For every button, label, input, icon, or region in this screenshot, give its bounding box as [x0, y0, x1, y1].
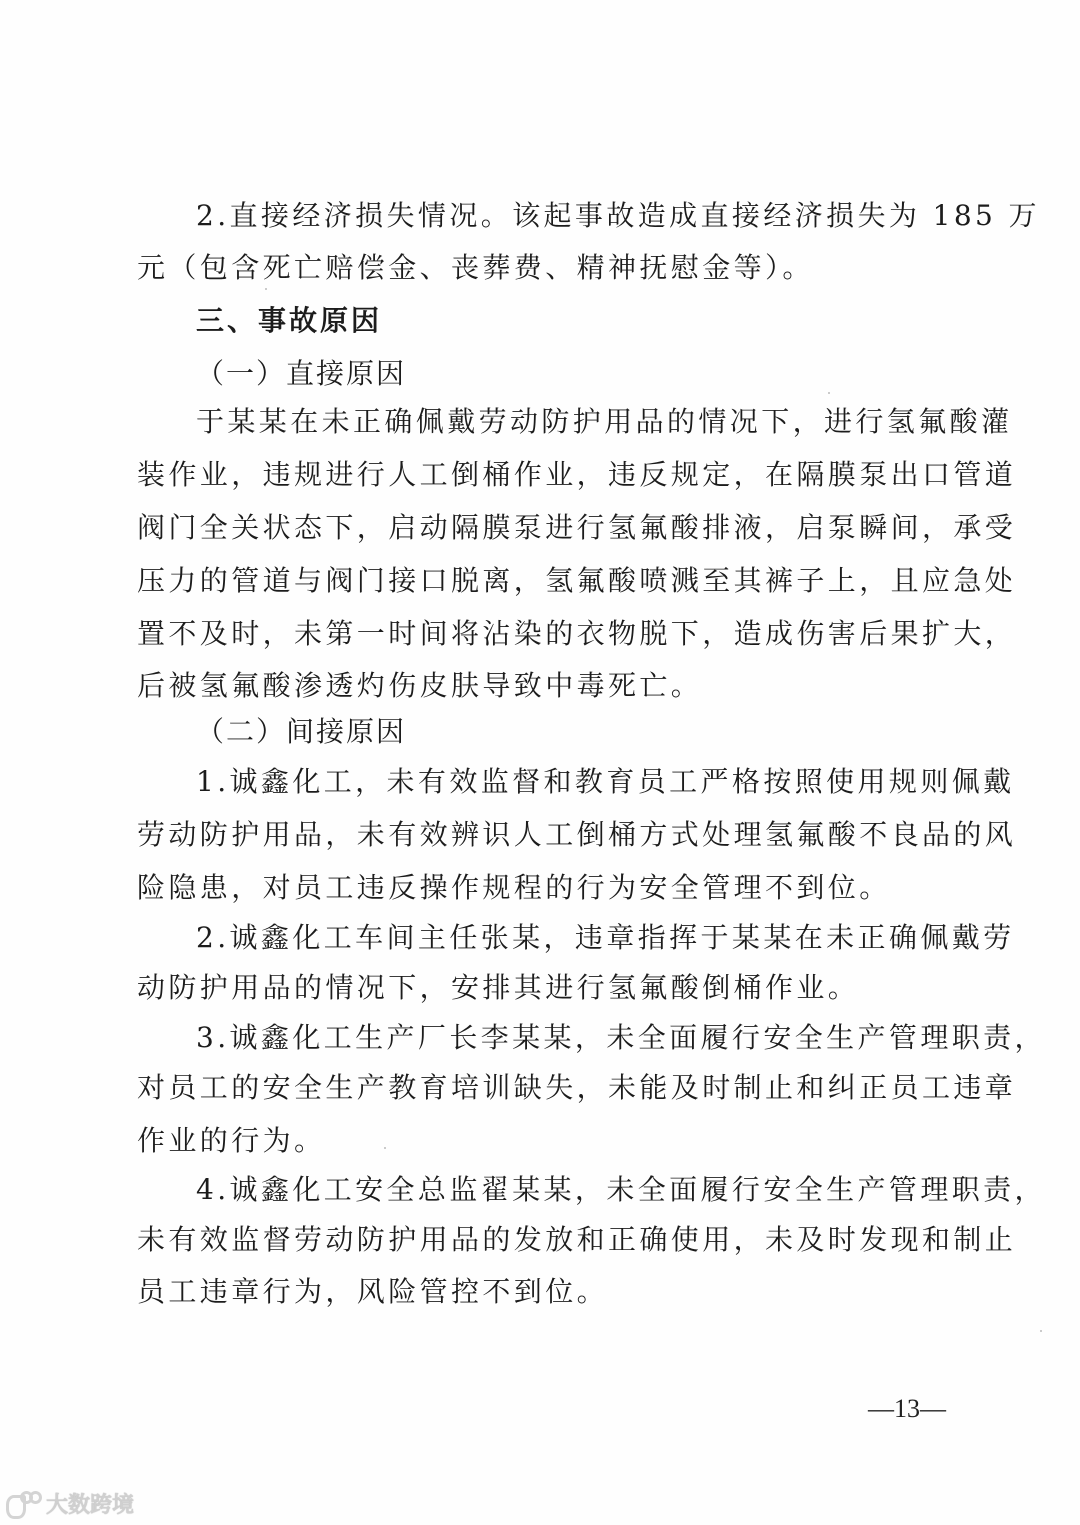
k-logo-icon	[6, 1491, 40, 1517]
paragraph-line: 3.诚鑫化工生产厂长李某某，未全面履行安全生产管理职责，	[196, 1021, 1046, 1054]
paragraph-line: 2.诚鑫化工车间主任张某，违章指挥于某某在未正确佩戴劳	[196, 921, 1015, 954]
paragraph-line: 置不及时，未第一时间将沾染的衣物脱下，造成伤害后果扩大，	[137, 617, 1017, 650]
paragraph-line: 装作业，违规进行人工倒桶作业，违反规定，在隔膜泵出口管道	[137, 458, 1017, 491]
paragraph-line: 险隐患，对员工违反操作规程的行为安全管理不到位。	[137, 871, 891, 904]
subsection-heading: （二）间接原因	[196, 715, 407, 748]
paragraph-line: 员工违章行为，风险管控不到位。	[137, 1275, 609, 1308]
paragraph-line: 作业的行为。	[137, 1124, 326, 1157]
paragraph-line: 压力的管道与阀门接口脱离，氢氟酸喷溅至其裤子上，且应急处	[137, 564, 1017, 597]
paragraph-line: 于某某在未正确佩戴劳动防护用品的情况下，进行氢氟酸灌	[196, 405, 1013, 438]
paragraph-line: 元（包含死亡赔偿金、丧葬费、精神抚慰金等）。	[137, 251, 814, 284]
paragraph-line: 未有效监督劳动防护用品的发放和正确使用，未及时发现和制止	[137, 1223, 1017, 1256]
paragraph-line: 后被氢氟酸渗透灼伤皮肤导致中毒死亡。	[137, 669, 703, 702]
page-number: —13—	[868, 1394, 946, 1423]
paragraph-line: 4.诚鑫化工安全总监翟某某，未全面履行安全生产管理职责，	[196, 1173, 1046, 1206]
watermark	[6, 1488, 134, 1519]
section-heading: 三、事故原因	[196, 304, 383, 337]
scan-artifact	[1040, 1330, 1042, 1332]
subsection-heading: （一）直接原因	[196, 357, 407, 390]
scan-artifact	[828, 392, 830, 394]
scan-artifact	[384, 1147, 386, 1149]
paragraph-line: 1.诚鑫化工，未有效监督和教育员工严格按照使用规则佩戴	[196, 765, 1015, 798]
paragraph-line: 2.直接经济损失情况。该起事故造成直接经济损失为 185 万	[196, 199, 1040, 232]
paragraph-line: 劳动防护用品，未有效辨识人工倒桶方式处理氢氟酸不良品的风	[137, 818, 1017, 851]
paragraph-line: 动防护用品的情况下，安排其进行氢氟酸倒桶作业。	[137, 971, 860, 1004]
watermark-text: 大数跨境	[46, 1493, 135, 1518]
paragraph-line: 对员工的安全生产教育培训缺失，未能及时制止和纠正员工违章	[137, 1071, 1017, 1104]
scan-artifact	[265, 288, 267, 290]
paragraph-line: 阀门全关状态下，启动隔膜泵进行氢氟酸排液，启泵瞬间，承受	[137, 511, 1017, 544]
